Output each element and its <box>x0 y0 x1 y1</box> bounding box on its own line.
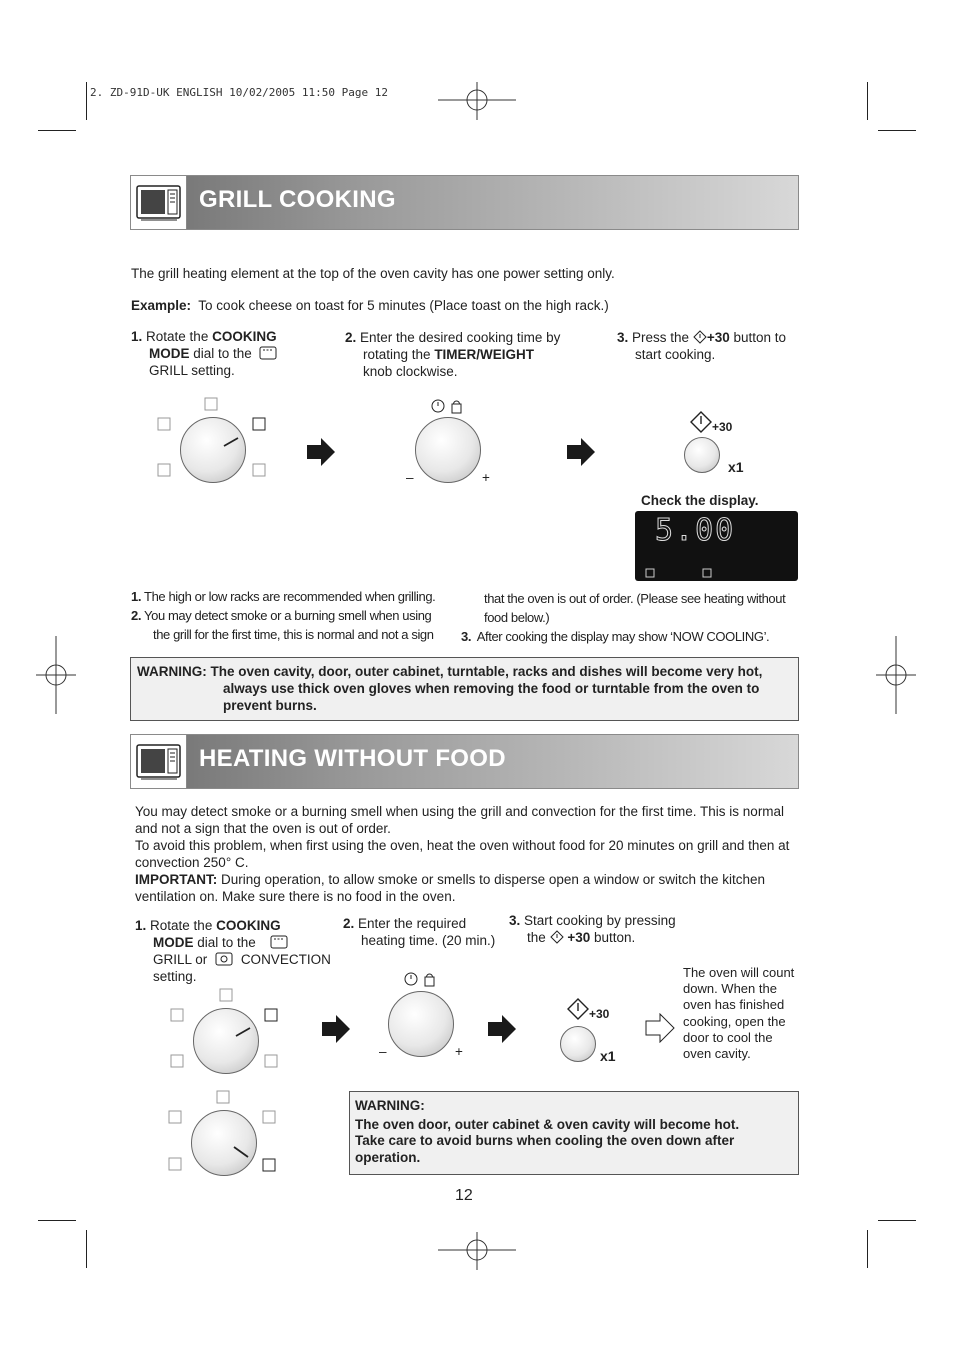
countdown-line: door to cool the <box>683 1029 773 1045</box>
step-text: start cooking. <box>635 347 716 362</box>
paragraph-line: ventilation on. Make sure there is no food in the oven. <box>135 889 456 904</box>
grill-step-3 <box>617 329 807 363</box>
registration-mark-icon <box>876 636 916 716</box>
step-text: Rotate the <box>146 329 209 344</box>
display-mode-icons <box>645 567 715 579</box>
press-count: x1 <box>728 459 744 475</box>
note-text: You may detect smoke or a burning smell when using <box>144 608 432 623</box>
press-count: x1 <box>600 1048 616 1064</box>
step-text-bold: COOKING <box>212 329 277 344</box>
example-label: Example: <box>131 298 192 313</box>
step-text-bold: MODE <box>153 935 194 950</box>
heating-intro <box>135 803 800 905</box>
plus30-label: +30 <box>589 1007 610 1021</box>
warning-line: prevent burns. <box>223 698 317 713</box>
start-symbol-icon <box>567 998 589 1020</box>
plus-label: + <box>482 470 490 485</box>
warning-line: operation. <box>355 1149 421 1165</box>
cooking-mode-dial-grill[interactable] <box>193 1008 259 1074</box>
timer-weight-icon <box>430 396 470 416</box>
note-text: After cooking the display may show ‘NOW COOLING’. <box>476 629 770 644</box>
warning-line: The oven door, outer cabinet & oven cavity will become hot. <box>355 1116 740 1132</box>
step-text-bold: TIMER/WEIGHT <box>434 347 535 362</box>
step-text-bold: +30 <box>706 330 730 345</box>
arrow-right-icon <box>307 438 335 466</box>
step-text: rotating the <box>363 347 431 362</box>
crop-mark <box>86 82 87 120</box>
heating-warning-box <box>349 1091 799 1175</box>
heating-step-2 <box>343 915 513 949</box>
crop-mark <box>867 82 868 120</box>
warning-label: WARNING: <box>137 664 207 679</box>
minus-label: – <box>406 470 414 485</box>
timer-weight-knob[interactable] <box>415 417 481 483</box>
step-text: Enter the desired cooking time by <box>360 330 561 345</box>
step-text: GRILL setting. <box>149 363 235 378</box>
paragraph-line: To avoid this problem, when first using the oven, heat the oven without food for 20 minutes on grill and then at <box>135 838 790 853</box>
warning-label: WARNING: <box>355 1098 425 1113</box>
print-slug: 2. ZD-91D-UK ENGLISH 10/02/2005 11:50 Page 12 <box>90 86 389 99</box>
cooking-mode-dial[interactable] <box>180 417 246 483</box>
note-text: that the oven is out of order. (Please see heating without <box>484 591 786 606</box>
note-text: food below.) <box>484 610 550 625</box>
section-title: GRILL COOKING <box>199 186 396 213</box>
note-number: 3. <box>461 629 472 644</box>
important-label: IMPORTANT: <box>135 872 218 887</box>
step-text: GRILL or <box>153 952 208 967</box>
crop-mark <box>878 1220 916 1221</box>
note-3 <box>461 627 769 646</box>
countdown-note <box>683 965 803 1062</box>
start-symbol-icon <box>693 330 707 344</box>
microwave-icon <box>131 735 187 788</box>
step-text: the <box>527 930 546 945</box>
countdown-line: down. When the <box>683 981 777 997</box>
note-1 <box>131 587 435 606</box>
example-text: To cook cheese on toast for 5 minutes (Place toast on the high rack.) <box>198 298 609 313</box>
registration-mark-icon <box>438 82 518 122</box>
step-number: 1. <box>131 329 143 344</box>
step-text: Enter the required <box>358 916 467 931</box>
grill-warning-box <box>130 657 799 721</box>
step-text-bold: +30 <box>567 930 591 945</box>
step-text: button to <box>733 330 787 345</box>
microwave-icon <box>131 176 187 229</box>
grill-intro: The grill heating element at the top of the oven cavity has one power setting only. <box>131 266 615 281</box>
step-text-bold: MODE <box>149 346 190 361</box>
grill-symbol-icon <box>270 935 288 949</box>
start-symbol-icon <box>550 930 564 944</box>
display-time: 5.00 <box>655 513 736 548</box>
grill-step-2 <box>345 329 585 380</box>
arrow-right-icon <box>488 1015 516 1043</box>
paragraph-line: convection 250° C. <box>135 855 249 870</box>
step-text: Rotate the <box>150 918 213 933</box>
grill-step-1 <box>131 328 331 379</box>
warning-line: always use thick oven gloves when removing the food or turntable from the oven to <box>223 681 760 696</box>
step-text: button. <box>593 930 636 945</box>
note-text: the grill for the first time, this is normal and not a sign <box>153 627 434 642</box>
countdown-line: oven cavity. <box>683 1046 751 1062</box>
heating-step-1 <box>135 917 335 985</box>
step-text: Press the <box>632 330 690 345</box>
warning-text <box>355 1098 793 1166</box>
step-text: setting. <box>153 969 197 984</box>
start-plus30-button[interactable] <box>560 1026 596 1062</box>
grill-example <box>131 297 609 314</box>
countdown-line: cooking, open the <box>683 1013 786 1029</box>
note-2-continued <box>484 589 785 627</box>
plus-label: + <box>455 1044 463 1059</box>
grill-cooking-banner <box>130 175 799 230</box>
warning-text <box>137 663 762 714</box>
note-number: 2. <box>131 608 142 623</box>
timer-weight-icon <box>403 969 443 989</box>
note-2 <box>131 606 434 644</box>
step-text: Start cooking by pressing <box>524 913 676 928</box>
paragraph-line: During operation, to allow smoke or smells to disperse open a window or switch the kitchen <box>221 872 766 887</box>
countdown-line: oven has finished <box>683 997 785 1013</box>
minus-label: – <box>379 1044 387 1059</box>
start-symbol-icon <box>690 411 712 433</box>
crop-mark <box>867 1230 868 1268</box>
heating-without-food-banner <box>130 734 799 789</box>
convection-symbol-icon <box>215 952 233 966</box>
step-text: dial to the <box>197 935 256 950</box>
crop-mark <box>38 130 76 131</box>
plus30-label: +30 <box>712 420 733 434</box>
step-text: CONVECTION <box>240 952 331 967</box>
registration-mark-icon <box>36 636 76 716</box>
warning-line: Take care to avoid burns when cooling the oven down after <box>355 1133 735 1148</box>
paragraph-line: You may detect smoke or a burning smell when using the grill and convection for the first time. This is normal <box>135 804 785 819</box>
check-display-label: Check the display. <box>641 493 759 508</box>
step-number: 2. <box>345 330 357 345</box>
crop-mark <box>878 130 916 131</box>
section-title: HEATING WITHOUT FOOD <box>199 745 506 772</box>
step-text: knob clockwise. <box>363 364 458 379</box>
grill-symbol-icon <box>259 346 277 360</box>
step-number: 1. <box>135 918 147 933</box>
timer-weight-knob[interactable] <box>388 991 454 1057</box>
step-text-bold: COOKING <box>216 918 281 933</box>
arrow-right-icon <box>567 438 595 466</box>
arrow-right-icon <box>322 1015 350 1043</box>
step-number: 3. <box>509 913 521 928</box>
crop-mark <box>86 1230 87 1268</box>
step-text: dial to the <box>193 346 252 361</box>
note-number: 1. <box>131 589 142 604</box>
step-number: 2. <box>343 916 355 931</box>
note-text: The high or low racks are recommended when grilling. <box>144 589 436 604</box>
outline-arrow-right-icon <box>645 1013 675 1043</box>
paragraph-line: and not a sign that the oven is out of order. <box>135 821 391 836</box>
step-number: 3. <box>617 330 629 345</box>
crop-mark <box>38 1220 76 1221</box>
registration-mark-icon <box>438 1230 518 1270</box>
step-text: heating time. (20 min.) <box>361 933 496 948</box>
page-number: 12 <box>455 1187 473 1204</box>
countdown-line: The oven will count <box>683 965 795 980</box>
start-plus30-button[interactable] <box>684 437 720 473</box>
lcd-display <box>635 511 798 581</box>
warning-line: The oven cavity, door, outer cabinet, turntable, racks and dishes will become very hot, <box>210 664 763 679</box>
cooking-mode-dial-convection[interactable] <box>191 1110 257 1176</box>
heating-step-3 <box>509 912 689 946</box>
